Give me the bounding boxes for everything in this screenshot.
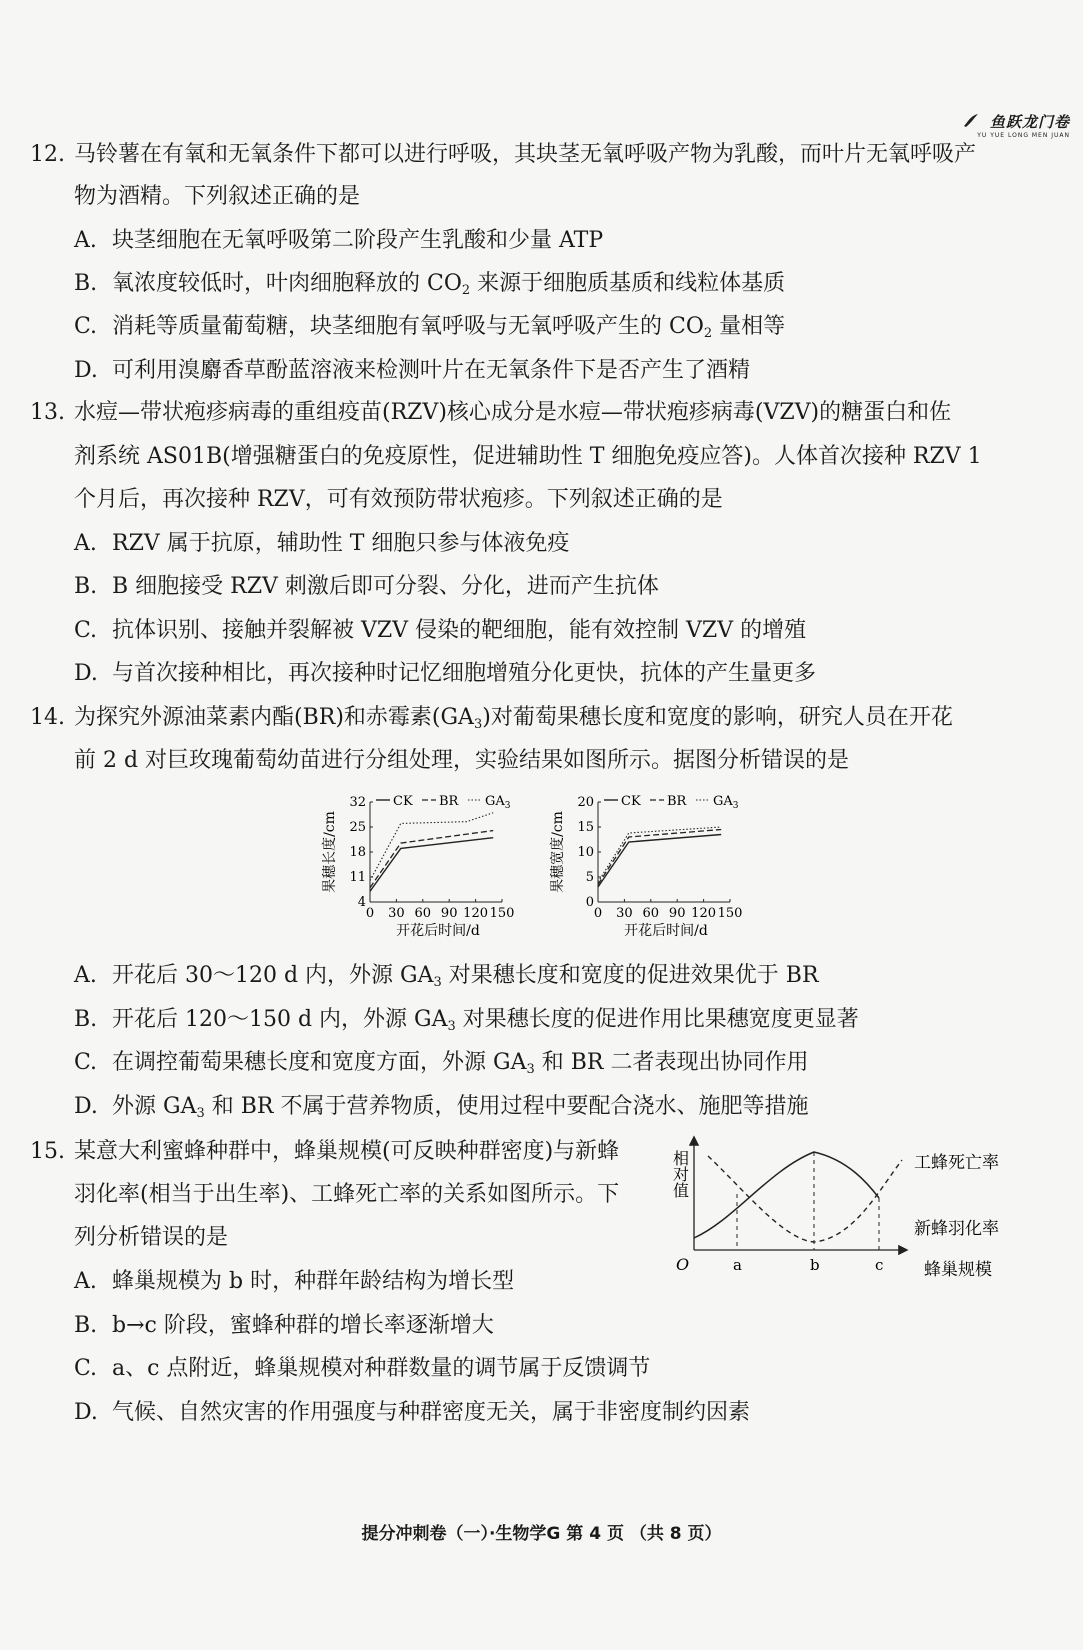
question-12-option-a[interactable]: A. 块茎细胞在无氧呼吸第二阶段产生乳酸和少量 ATP bbox=[74, 228, 604, 253]
question-15-stem-line-2: 羽化率(相当于出生率)、工蜂死亡率的关系如图所示。下 bbox=[74, 1182, 620, 1207]
question-14-option-d[interactable]: D. 外源 $GA_3$ 和 BR 不属于营养物质，使用过程中要配合浇水、施肥等措施 bbox=[74, 1094, 809, 1121]
question-13-stem-line-2: 剂系统 AS01B(增强糖蛋白的免疫原性，促进辅助性 T 细胞免疫应答)。人体首次接种 RZV 1 bbox=[74, 444, 982, 469]
question-number: 15. bbox=[30, 1139, 65, 1164]
width-chart-y-tick-label: 20 bbox=[577, 795, 594, 810]
bee-origin-label: O bbox=[676, 1255, 690, 1274]
length-chart-svg bbox=[320, 790, 530, 950]
question-number: 13. bbox=[30, 400, 65, 425]
series-emergence-rate bbox=[694, 1152, 879, 1238]
length-chart bbox=[320, 790, 530, 954]
length-chart-series-br bbox=[370, 831, 493, 888]
width-chart-series-ck bbox=[598, 835, 721, 888]
width-chart-x-tick-label: 30 bbox=[616, 906, 633, 921]
length-chart-legend-label: CK bbox=[393, 794, 413, 809]
question-15-stem-line-3: 列分析错误的是 bbox=[74, 1225, 229, 1250]
width-chart-y-tick-label: 10 bbox=[577, 845, 594, 860]
point-label-b: b bbox=[810, 1256, 820, 1274]
width-chart-y-tick-label: 5 bbox=[585, 870, 594, 885]
question-14-stem-line-1: 14. 为探究外源油菜素内酯(BR)和赤霉素$(GA_3)$对葡萄果穗长度和宽度的影响，研究人员在开花 bbox=[30, 705, 953, 732]
question-15-option-d[interactable]: D. 气候、自然灾害的作用强度与种群密度无关，属于非密度制约因素 bbox=[74, 1400, 751, 1425]
width-chart-svg bbox=[548, 790, 758, 950]
length-chart-y-tick-label: 11 bbox=[349, 870, 366, 885]
question-12-stem-line-2: 物为酒精。下列叙述正确的是 bbox=[74, 184, 361, 209]
brand-logo bbox=[962, 111, 1070, 139]
length-chart-x-tick-label: 90 bbox=[440, 906, 458, 921]
width-chart-x-tick-label: 120 bbox=[691, 906, 717, 921]
width-chart-x-tick-label: 150 bbox=[717, 906, 743, 921]
length-chart-x-tick-label: 120 bbox=[463, 906, 489, 921]
length-chart-y-label: 果穗长度/cm bbox=[322, 811, 338, 893]
length-chart-x-tick-label: 150 bbox=[489, 906, 515, 921]
question-15-stem-line-1: 15. 某意大利蜜蜂种群中，蜂巢规模(可反映种群密度)与新蜂 bbox=[30, 1137, 619, 1167]
series-label-mortality: 工蜂死亡率 bbox=[914, 1153, 999, 1173]
question-13-stem-line-3: 个月后，再次接种 RZV，可有效预防带状疱疹。下列叙述正确的是 bbox=[74, 487, 723, 512]
width-chart bbox=[548, 790, 758, 954]
length-chart-x-tick-label: 60 bbox=[414, 906, 432, 921]
page-footer: 提分冲刺卷（一）·生物学G 第 4 页 （共 8 页） bbox=[361, 1524, 722, 1544]
length-chart-legend-label: $GA_3$ bbox=[485, 794, 511, 811]
question-14-option-b[interactable]: B. 开花后 120～150 d 内，外源 $GA_3$ 对果穗长度的促进作用比果穗宽度更显著 bbox=[74, 1007, 859, 1034]
width-chart-y-label: 果穗宽度/cm bbox=[550, 811, 566, 893]
brand-subtitle: YU YUE LONG MEN JUAN bbox=[977, 132, 1070, 139]
length-chart-y-tick-label: 32 bbox=[349, 795, 366, 810]
fish-logo-icon bbox=[962, 112, 980, 128]
width-chart-legend-label: CK bbox=[621, 794, 641, 809]
question-14-option-a[interactable]: A. 开花后 30～120 d 内，外源 $GA_3$ 对果穗长度和宽度的促进效果优于 BR bbox=[74, 963, 819, 990]
question-13-option-b[interactable]: B. B 细胞接受 RZV 刺激后即可分裂、分化，进而产生抗体 bbox=[74, 574, 659, 599]
width-chart-legend-label: BR bbox=[667, 794, 687, 809]
width-chart-y-tick-label: 15 bbox=[577, 820, 594, 835]
question-13-option-a[interactable]: A. RZV 属于抗原，辅助性 T 细胞只参与体液免疫 bbox=[74, 531, 570, 556]
bee-population-chart bbox=[670, 1130, 1034, 1294]
point-label-a: a bbox=[733, 1256, 742, 1274]
length-chart-legend-label: BR bbox=[439, 794, 459, 809]
width-chart-y-tick-label: 0 bbox=[585, 895, 594, 910]
question-14-stem-line-2: 前 2 d 对巨玫瑰葡萄幼苗进行分组处理，实验结果如图所示。据图分析错误的是 bbox=[74, 748, 850, 773]
question-15-option-a[interactable]: A. 蜂巢规模为 b 时，种群年龄结构为增长型 bbox=[74, 1269, 515, 1294]
length-chart-x-tick-label: 30 bbox=[388, 906, 405, 921]
question-12-option-d[interactable]: D. 可利用溴麝香草酚蓝溶液来检测叶片在无氧条件下是否产生了酒精 bbox=[74, 358, 751, 383]
question-12-option-c[interactable]: C. 消耗等质量葡萄糖，块茎细胞有氧呼吸与无氧呼吸产生的 $CO_2$ 量相等 bbox=[74, 314, 786, 341]
width-chart-x-label: 开花后时间/d bbox=[624, 923, 708, 939]
width-chart-series-ga3 bbox=[598, 827, 721, 882]
question-13-stem-line-1: 13. 水痘—带状疱疹病毒的重组疫苗(RZV)核心成分是水痘—带状疱疹病毒(VZV)的糖蛋白和佐 bbox=[30, 398, 951, 428]
length-chart-series-ga3 bbox=[370, 813, 493, 881]
width-chart-series-br bbox=[598, 830, 721, 885]
question-15-option-b[interactable]: B. b→c 阶段，蜜蜂种群的增长率逐渐增大 bbox=[74, 1313, 494, 1338]
width-chart-x-tick-label: 0 bbox=[593, 906, 603, 921]
question-number: 14. bbox=[30, 705, 65, 730]
length-chart-y-tick-label: 25 bbox=[349, 820, 366, 835]
width-chart-legend-label: $GA_3$ bbox=[713, 794, 739, 811]
question-12-option-b[interactable]: B. 氧浓度较低时，叶肉细胞释放的 $CO_2$ 来源于细胞质基质和线粒体基质 bbox=[74, 271, 786, 298]
length-chart-y-tick-label: 18 bbox=[349, 845, 366, 860]
length-chart-x-tick-label: 0 bbox=[365, 906, 375, 921]
width-chart-x-tick-label: 90 bbox=[668, 906, 686, 921]
question-13-option-c[interactable]: C. 抗体识别、接触并裂解被 VZV 侵染的靶细胞，能有效控制 VZV 的增殖 bbox=[74, 618, 807, 643]
question-14-option-c[interactable]: C. 在调控葡萄果穗长度和宽度方面，外源 $GA_3$ 和 BR 二者表现出协同作用 bbox=[74, 1050, 809, 1077]
width-chart-x-tick-label: 60 bbox=[642, 906, 660, 921]
question-13-option-d[interactable]: D. 与首次接种相比，再次接种时记忆细胞增殖分化更快，抗体的产生量更多 bbox=[74, 661, 817, 686]
brand-title: 鱼跃龙门卷 bbox=[989, 113, 1070, 131]
length-chart-x-label: 开花后时间/d bbox=[396, 923, 480, 939]
bee-x-label: 蜂巢规模 bbox=[924, 1260, 992, 1280]
bee-chart-svg bbox=[670, 1130, 1034, 1290]
bee-y-label: 相对值 bbox=[670, 1150, 690, 1198]
question-15-option-c[interactable]: C. a、c 点附近，蜂巢规模对种群数量的调节属于反馈调节 bbox=[74, 1356, 651, 1381]
length-chart-y-tick-label: 4 bbox=[357, 895, 366, 910]
series-label-emergence: 新蜂羽化率 bbox=[914, 1219, 999, 1239]
question-number: 12. bbox=[30, 142, 65, 167]
question-12-stem-line-1: 12. 马铃薯在有氧和无氧条件下都可以进行呼吸，其块茎无氧呼吸产物为乳酸，而叶片无氧呼吸产 bbox=[30, 140, 976, 170]
point-label-c: c bbox=[875, 1256, 884, 1274]
